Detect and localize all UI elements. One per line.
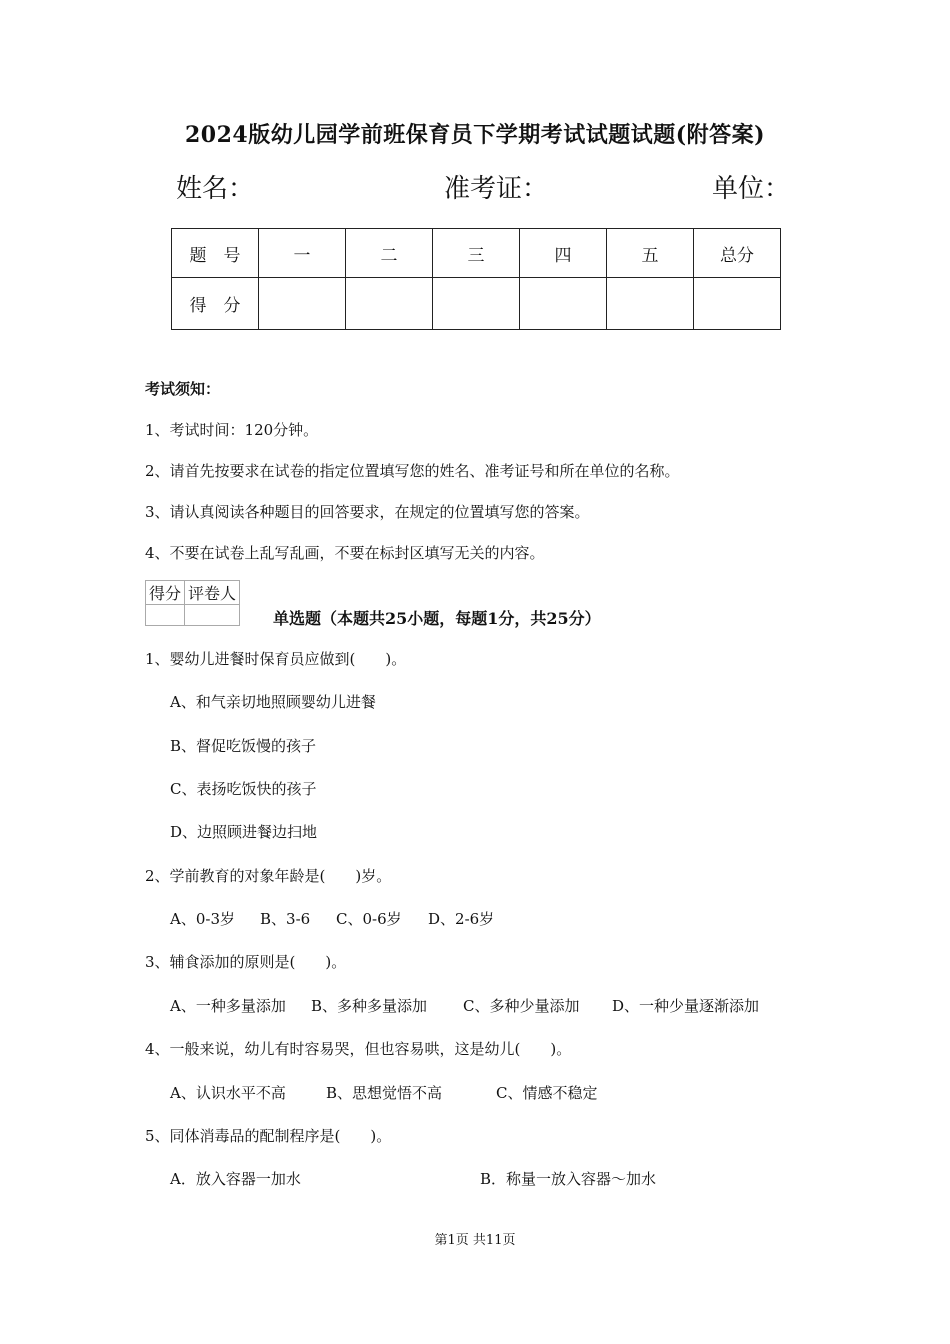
notice-item: 3、请认真阅读各种题目的回答要求，在规定的位置填写您的答案。 (145, 503, 590, 521)
question-stem: 4、一般来说，幼儿有时容易哭，但也容易哄，这是幼儿( )。 (145, 1040, 572, 1058)
header-cell-total: 总分 (694, 229, 781, 278)
score-cell (346, 278, 433, 330)
question-option: B、督促吃饭慢的孩子 (170, 737, 317, 755)
question-option: A．放入容器一加水 (170, 1170, 301, 1188)
score-cell (607, 278, 694, 330)
score-cell (433, 278, 520, 330)
header-cell-1: 一 (259, 229, 346, 278)
header-cell-question-number: 题 号 (172, 229, 259, 278)
score-table-header-row (172, 229, 781, 278)
unit-field-label: 单位： (712, 174, 791, 204)
notice-heading: 考试须知： (145, 380, 221, 398)
grader-score-cell (146, 605, 185, 626)
name-field-label: 姓名： (176, 174, 255, 204)
header-cell-4: 四 (520, 229, 607, 278)
question-option: B、3-6 (260, 910, 311, 928)
question-stem: 2、学前教育的对象年龄是( )岁。 (145, 867, 392, 885)
section-title: 单选题（本题共25小题，每题1分，共25分） (273, 609, 601, 628)
page-footer: 第1页 共11页 (434, 1233, 516, 1248)
grader-reviewer-label: 评卷人 (185, 581, 240, 605)
question-option: B、思想觉悟不高 (326, 1084, 443, 1102)
question-option: D、2-6岁 (428, 910, 495, 928)
question-option: B．称量一放入容器～加水 (480, 1170, 657, 1188)
question-option: A、一种多量添加 (170, 997, 286, 1015)
document-title: 2024版幼儿园学前班保育员下学期考试试题试题(附答案) (184, 122, 766, 148)
score-cell (694, 278, 781, 330)
notice-item: 2、请首先按要求在试卷的指定位置填写您的姓名、准考证号和所在单位的名称。 (145, 462, 680, 480)
notice-item: 4、不要在试卷上乱写乱画，不要在标封区填写无关的内容。 (145, 544, 545, 562)
question-stem: 1、婴幼儿进餐时保育员应做到( )。 (145, 650, 407, 668)
question-option: D、一种少量逐渐添加 (612, 997, 760, 1015)
score-row-label: 得 分 (172, 278, 259, 330)
grader-box (145, 580, 240, 626)
question-option: C、情感不稳定 (496, 1084, 598, 1102)
question-option: C、表扬吃饭快的孩子 (170, 780, 317, 798)
grader-score-label: 得分 (146, 581, 185, 605)
grader-reviewer-cell (185, 605, 240, 626)
score-table-score-row (172, 278, 781, 330)
question-option: B、多种多量添加 (311, 997, 428, 1015)
notice-item: 1、考试时间：120分钟。 (145, 421, 319, 439)
score-cell (259, 278, 346, 330)
header-cell-5: 五 (607, 229, 694, 278)
question-stem: 3、辅食添加的原则是( )。 (145, 953, 347, 971)
question-option: A、认识水平不高 (170, 1084, 286, 1102)
header-cell-2: 二 (346, 229, 433, 278)
exam-id-field-label: 准考证： (444, 174, 549, 204)
score-cell (520, 278, 607, 330)
score-table (171, 228, 781, 330)
question-option: C、0-6岁 (336, 910, 402, 928)
question-option: C、多种少量添加 (463, 997, 580, 1015)
question-option: A、0-3岁 (170, 910, 235, 928)
header-cell-3: 三 (433, 229, 520, 278)
question-option: A、和气亲切地照顾婴幼儿进餐 (170, 693, 376, 711)
question-option: D、边照顾进餐边扫地 (170, 823, 318, 841)
question-stem: 5、同体消毒品的配制程序是( )。 (145, 1127, 392, 1145)
